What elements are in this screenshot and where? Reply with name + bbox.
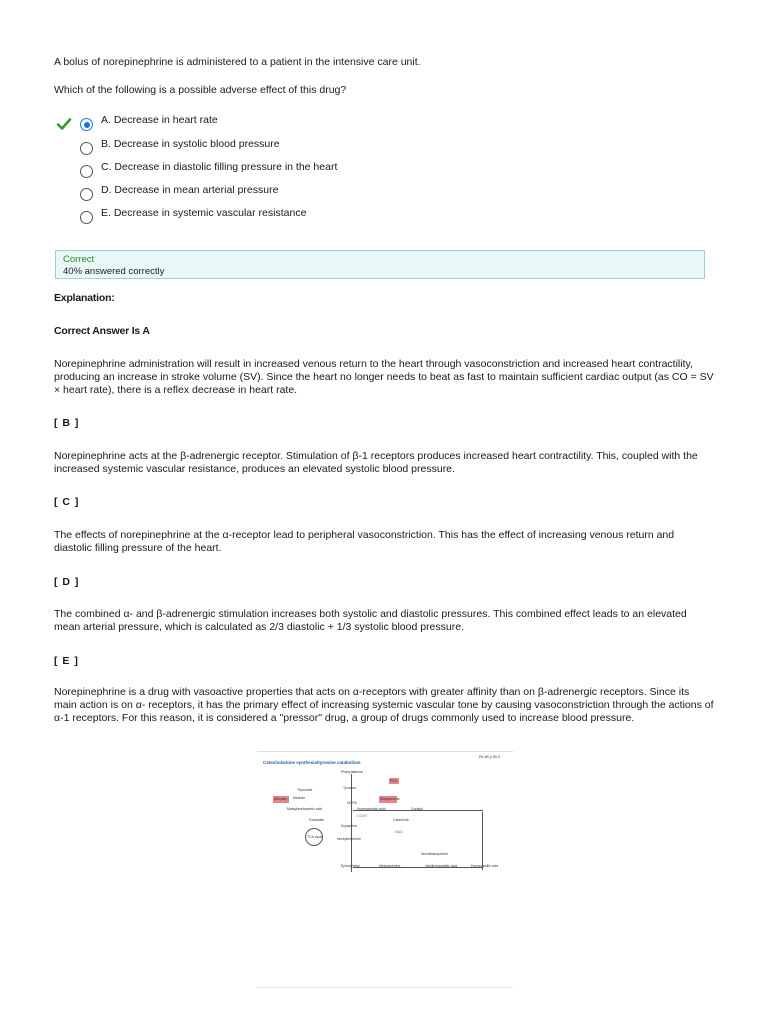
figure-divider bbox=[257, 987, 513, 988]
explanation-paragraph-c: The effects of norepinephrine at the α-receptor lead to peripheral vasoconstriction. This has the effect of increasing venous return and diastolic filling pressure of the heart. bbox=[54, 529, 675, 554]
pathway-line bbox=[482, 812, 483, 870]
tag-d: [ D ] bbox=[54, 576, 80, 588]
node-homovanillic: Homovanillic acid bbox=[471, 864, 499, 868]
check-mark-icon bbox=[56, 116, 72, 132]
radio-c[interactable] bbox=[80, 165, 93, 178]
node-alkaptonuria: Alkaptonuria bbox=[380, 797, 400, 801]
explanation-paragraph-a: Norepinephrine administration will result in increased venous return to the heart through vasoconstriction and increased heart contractility, producing an increase in stroke volume (SV). Since the heart no longer needs to beat as fast to maintain sufficient cardiac output (as CO = SV × heart rate), there is a reflex decrease in heart rate. bbox=[54, 358, 714, 396]
result-box bbox=[55, 250, 705, 279]
node-phenylalanine: Phenylalanine bbox=[341, 770, 363, 774]
explanation-paragraph-d: The combined α- and β-adrenergic stimulation increases both systolic and diastolic pressures. This combined effect leads to an elevated mean arterial pressure, which is calculated as 2/3 diastolic + 1/3 systolic blood pressure. bbox=[54, 608, 687, 633]
node-epinephrine: Epinephrine bbox=[341, 864, 360, 868]
choice-a[interactable] bbox=[54, 114, 574, 136]
node-dopa: DOPA bbox=[347, 801, 357, 805]
question-prompt: Which of the following is a possible adverse effect of this drug? bbox=[54, 84, 347, 96]
choice-c[interactable] bbox=[54, 161, 574, 183]
choice-b-label: B. Decrease in systolic blood pressure bbox=[101, 138, 280, 150]
choice-d-label: D. Decrease in mean arterial pressure bbox=[101, 184, 279, 196]
node-homogentisic: Homogentisic acid bbox=[357, 807, 386, 811]
choice-e[interactable] bbox=[54, 207, 574, 229]
node-pku: PKU bbox=[390, 779, 398, 783]
radio-a[interactable] bbox=[80, 118, 93, 131]
node-vanillylmandelic: Vanillylmandelic acid bbox=[425, 864, 458, 868]
explanation-paragraph-b: Norepinephrine acts at the β-adrenergic receptor. Stimulation of β-1 receptors produces increased heart contractility. This, coupled with the increased systemic vascular resistance, produces an elevated systolic blood pressure. bbox=[54, 450, 698, 475]
tag-e: [ E ] bbox=[54, 655, 79, 667]
node-comt: COMT bbox=[357, 814, 368, 818]
diagram-corner-label: FA 4th p 83-3 bbox=[479, 755, 500, 759]
node-maleylacetoacetic: Maleylacetoacetic acid bbox=[287, 807, 323, 811]
node-tyrosine: Tyrosine bbox=[343, 786, 357, 790]
radio-d[interactable] bbox=[80, 188, 93, 201]
result-stats: 40% answered correctly bbox=[63, 266, 165, 277]
catecholamine-diagram[interactable] bbox=[257, 751, 513, 874]
diagram-title: Catecholamine synthesis/tyrosine catabolism bbox=[263, 760, 361, 765]
node-catechol: Catechols bbox=[393, 818, 409, 822]
radio-e[interactable] bbox=[80, 211, 93, 224]
choice-a-label: A. Decrease in heart rate bbox=[101, 114, 218, 126]
question-stem: A bolus of norepinephrine is administered to a patient in the intensive care unit. bbox=[54, 56, 421, 68]
tag-b: [ B ] bbox=[54, 417, 80, 429]
node-mao: MAO bbox=[395, 830, 403, 834]
choice-c-label: C. Decrease in diastolic filling pressure in the heart bbox=[101, 161, 338, 173]
node-dopamine: Dopamine bbox=[341, 824, 357, 828]
choice-b[interactable] bbox=[54, 138, 574, 160]
explanation-paragraph-e: Norepinephrine is a drug with vasoactive properties that acts on α-receptors with greater affinity than on β-adrenergic receptors. Since its main action is on α- receptors, it has the primary effect of increasing systemic vascular tone by causing vasoconstriction through the actions of α-1 receptors. For this reason, it is considered a "pressor" drug, a group of drugs commonly used to increase blood pressure. bbox=[54, 686, 714, 724]
node-norepinephrine: Norepinephrine bbox=[337, 837, 361, 841]
node-metanephrine: Metanephrine bbox=[379, 864, 401, 868]
node-albinism: Albinism bbox=[274, 797, 288, 801]
tag-c: [ C ] bbox=[54, 496, 80, 508]
node-thyroxine: Thyroxine bbox=[297, 788, 313, 792]
node-tca: TCA cycle bbox=[307, 835, 323, 839]
node-normetanephrine: Normetanephrine bbox=[421, 852, 449, 856]
pathway-line bbox=[353, 867, 483, 868]
choice-e-label: E. Decrease in systemic vascular resistance bbox=[101, 207, 307, 219]
choice-d[interactable] bbox=[54, 184, 574, 206]
radio-b[interactable] bbox=[80, 142, 93, 155]
node-fumarate: Fumarate bbox=[309, 818, 324, 822]
correct-answer-heading: Correct Answer Is A bbox=[54, 325, 150, 337]
explanation-heading: Explanation: bbox=[54, 292, 115, 304]
result-status: Correct bbox=[63, 254, 95, 265]
node-cortisol: Cortisol bbox=[411, 807, 423, 811]
node-melanin: Melanin bbox=[293, 796, 306, 800]
